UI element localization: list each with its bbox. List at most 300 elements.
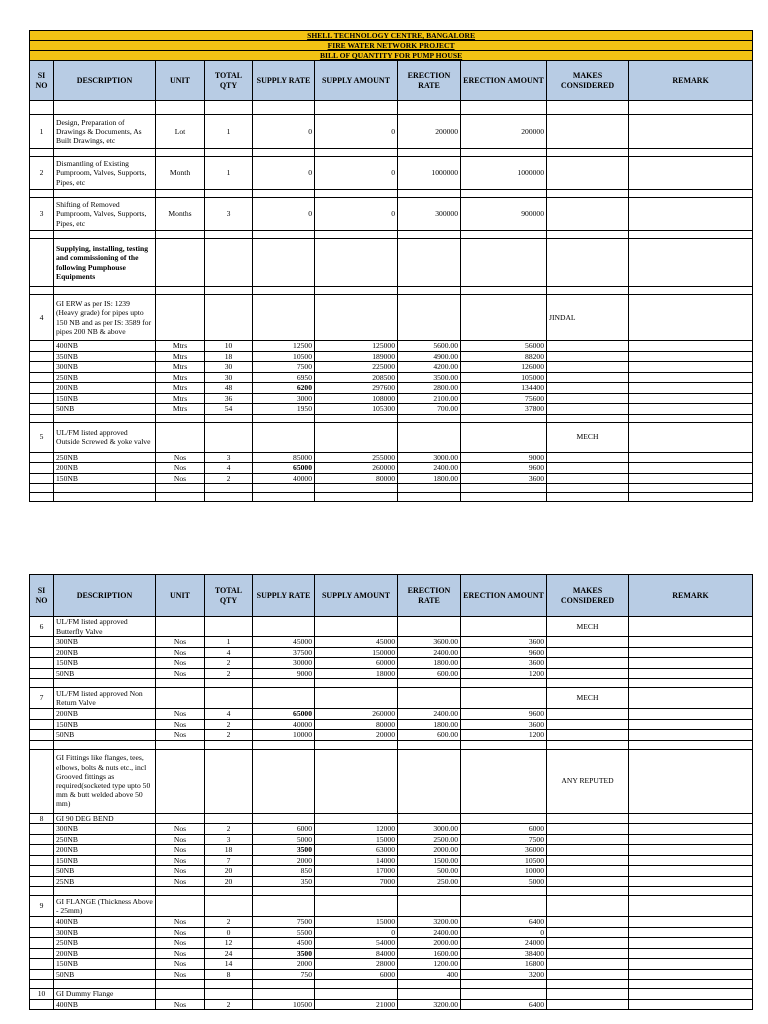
- supply-rate-cell: 0: [253, 157, 315, 190]
- remark-cell: [629, 999, 753, 1010]
- description-cell: 200NB: [54, 709, 156, 720]
- empty-cell: [30, 484, 54, 493]
- supply-amount-cell: 208500: [315, 372, 398, 383]
- empty-cell: [205, 287, 253, 295]
- boq-table-1: [29, 30, 753, 502]
- empty-cell: [253, 740, 315, 749]
- erection-rate-cell: 1600.00: [398, 948, 461, 959]
- description-cell: 50NB: [54, 866, 156, 877]
- item-row: [30, 404, 753, 415]
- unit-cell: Nos: [156, 969, 205, 980]
- item-row: [30, 637, 753, 648]
- remark-cell: [629, 824, 753, 835]
- remark-cell: [629, 855, 753, 866]
- si-no-cell: [30, 834, 54, 845]
- supply-amount-cell: 125000: [315, 341, 398, 352]
- empty-cell: [205, 493, 253, 502]
- empty-cell: [629, 740, 753, 749]
- boq-sheet-page-2: [29, 574, 752, 1010]
- empty-cell: [461, 101, 547, 115]
- si-no-cell: 5: [30, 422, 54, 452]
- unit-cell: Nos: [156, 834, 205, 845]
- remark-cell: [629, 463, 753, 474]
- supply-amount-cell: 80000: [315, 473, 398, 484]
- supply-amount-cell: 18000: [315, 668, 398, 679]
- supply-amount-cell: 6000: [315, 969, 398, 980]
- blank-row: [30, 149, 753, 157]
- supply-rate-cell: 7500: [253, 917, 315, 928]
- supply-amount-cell: 0: [315, 198, 398, 231]
- supply-amount-cell: 108000: [315, 393, 398, 404]
- item-row: [30, 668, 753, 679]
- si-no-cell: [30, 473, 54, 484]
- supply-amount-cell: [315, 422, 398, 452]
- unit-cell: Mtrs: [156, 404, 205, 415]
- qty-cell: 48: [205, 383, 253, 394]
- empty-cell: [461, 149, 547, 157]
- qty-cell: 24: [205, 948, 253, 959]
- supply-rate-cell: 0: [253, 115, 315, 149]
- unit-cell: Nos: [156, 927, 205, 938]
- empty-cell: [398, 190, 461, 198]
- item-row: [30, 362, 753, 373]
- empty-cell: [547, 101, 629, 115]
- makes-considered-cell: [547, 938, 629, 949]
- erection-amount-cell: 6400: [461, 999, 547, 1010]
- si-no-cell: [30, 404, 54, 415]
- item-row: [30, 372, 753, 383]
- empty-cell: [461, 980, 547, 989]
- erection-amount-cell: [461, 422, 547, 452]
- blank-row: [30, 493, 753, 502]
- erection-amount-cell: 105000: [461, 372, 547, 383]
- empty-cell: [54, 414, 156, 422]
- supply-amount-cell: 17000: [315, 866, 398, 877]
- description-cell: Supplying, installing, testing and commissioning of the following Pumphouse Equipments: [54, 239, 156, 287]
- supply-rate-cell: [253, 688, 315, 709]
- erection-rate-cell: 3000.00: [398, 452, 461, 463]
- supply-amount-cell: [315, 896, 398, 917]
- item-row: [30, 927, 753, 938]
- description-cell: 250NB: [54, 452, 156, 463]
- remark-cell: [629, 896, 753, 917]
- supply-rate-cell: 3500: [253, 948, 315, 959]
- empty-cell: [253, 679, 315, 688]
- supply-rate-cell: 65000: [253, 463, 315, 474]
- boq-sheet-page-1: [29, 30, 752, 502]
- remark-cell: [629, 157, 753, 190]
- erection-amount-cell: 0: [461, 927, 547, 938]
- erection-rate-cell: 2000.00: [398, 845, 461, 856]
- header-makes-considered: MAKES CONSIDERED: [547, 575, 629, 617]
- supply-amount-cell: 15000: [315, 917, 398, 928]
- makes-considered-cell: [547, 989, 629, 1000]
- erection-rate-cell: 3200.00: [398, 917, 461, 928]
- empty-cell: [205, 101, 253, 115]
- boq-table-2: [29, 574, 753, 1010]
- empty-cell: [547, 190, 629, 198]
- remark-cell: [629, 295, 753, 341]
- si-no-cell: 1: [30, 115, 54, 149]
- description-cell: 300NB: [54, 362, 156, 373]
- supply-amount-cell: 12000: [315, 824, 398, 835]
- supply-rate-cell: 3000: [253, 393, 315, 404]
- erection-rate-cell: 2400.00: [398, 927, 461, 938]
- header-unit: UNIT: [156, 575, 205, 617]
- empty-cell: [461, 190, 547, 198]
- description-cell: 200NB: [54, 463, 156, 474]
- makes-considered-cell: [547, 855, 629, 866]
- qty-cell: 10: [205, 341, 253, 352]
- description-cell: GI FLANGE (Thickness Above - 25mm): [54, 896, 156, 917]
- erection-amount-cell: 56000: [461, 341, 547, 352]
- makes-considered-cell: [547, 824, 629, 835]
- qty-cell: 3: [205, 198, 253, 231]
- item-row: [30, 855, 753, 866]
- item-row: [30, 938, 753, 949]
- makes-considered-cell: [547, 473, 629, 484]
- erection-rate-cell: 2400.00: [398, 463, 461, 474]
- unit-cell: Mtrs: [156, 383, 205, 394]
- unit-cell: Nos: [156, 876, 205, 887]
- remark-cell: [629, 341, 753, 352]
- description-cell: 350NB: [54, 351, 156, 362]
- supply-amount-cell: 45000: [315, 637, 398, 648]
- erection-rate-cell: [398, 749, 461, 813]
- remark-cell: [629, 917, 753, 928]
- empty-cell: [315, 484, 398, 493]
- blank-row: [30, 190, 753, 198]
- qty-cell: 30: [205, 372, 253, 383]
- erection-amount-cell: 134400: [461, 383, 547, 394]
- remark-cell: [629, 969, 753, 980]
- si-no-cell: [30, 845, 54, 856]
- boq-item-row: [30, 422, 753, 452]
- header-total-qty: TOTAL QTY: [205, 575, 253, 617]
- makes-considered-cell: [547, 198, 629, 231]
- erection-rate-cell: 2000.00: [398, 938, 461, 949]
- supply-rate-cell: 750: [253, 969, 315, 980]
- blank-row: [30, 887, 753, 896]
- qty-cell: [205, 989, 253, 1000]
- unit-cell: [156, 749, 205, 813]
- description-cell: UL/FM listed approved Butterfly Valve: [54, 617, 156, 637]
- qty-cell: [205, 295, 253, 341]
- qty-cell: 4: [205, 463, 253, 474]
- description-cell: UL/FM listed approved Outside Screwed & yoke valve: [54, 422, 156, 452]
- supply-amount-cell: 189000: [315, 351, 398, 362]
- remark-cell: [629, 668, 753, 679]
- supply-rate-cell: 9000: [253, 668, 315, 679]
- empty-cell: [30, 980, 54, 989]
- empty-cell: [156, 484, 205, 493]
- empty-cell: [253, 287, 315, 295]
- header-erection-amount: ERECTION AMOUNT: [461, 61, 547, 101]
- empty-cell: [156, 980, 205, 989]
- empty-cell: [30, 679, 54, 688]
- empty-cell: [30, 101, 54, 115]
- description-cell: 250NB: [54, 834, 156, 845]
- erection-rate-cell: [398, 813, 461, 824]
- empty-cell: [398, 414, 461, 422]
- unit-cell: Mtrs: [156, 372, 205, 383]
- makes-considered-cell: [547, 866, 629, 877]
- item-row: [30, 393, 753, 404]
- erection-rate-cell: 5600.00: [398, 341, 461, 352]
- erection-rate-cell: [398, 896, 461, 917]
- qty-cell: 4: [205, 647, 253, 658]
- unit-cell: [156, 813, 205, 824]
- blank-row: [30, 740, 753, 749]
- si-no-cell: [30, 959, 54, 970]
- supply-amount-cell: 0: [315, 927, 398, 938]
- makes-considered-cell: [547, 393, 629, 404]
- unit-cell: [156, 295, 205, 341]
- unit-cell: Nos: [156, 668, 205, 679]
- item-row: [30, 876, 753, 887]
- erection-amount-cell: 3600: [461, 719, 547, 730]
- si-no-cell: 2: [30, 157, 54, 190]
- description-cell: 50NB: [54, 404, 156, 415]
- remark-cell: [629, 927, 753, 938]
- description-cell: 250NB: [54, 372, 156, 383]
- qty-cell: [205, 422, 253, 452]
- boq-item-row: [30, 295, 753, 341]
- supply-rate-cell: 6000: [253, 824, 315, 835]
- header-description: DESCRIPTION: [54, 61, 156, 101]
- empty-cell: [30, 887, 54, 896]
- si-no-cell: [30, 855, 54, 866]
- qty-cell: 18: [205, 351, 253, 362]
- empty-cell: [629, 493, 753, 502]
- empty-cell: [547, 484, 629, 493]
- description-cell: GI Dummy Flange: [54, 989, 156, 1000]
- item-row: [30, 969, 753, 980]
- erection-amount-cell: 126000: [461, 362, 547, 373]
- qty-cell: 18: [205, 845, 253, 856]
- blank-row: [30, 287, 753, 295]
- unit-cell: Nos: [156, 824, 205, 835]
- empty-cell: [315, 149, 398, 157]
- makes-considered-cell: JINDAL: [547, 295, 629, 341]
- erection-rate-cell: 1500.00: [398, 855, 461, 866]
- si-no-cell: [30, 719, 54, 730]
- empty-cell: [205, 740, 253, 749]
- blank-row: [30, 679, 753, 688]
- empty-cell: [398, 101, 461, 115]
- supply-amount-cell: 84000: [315, 948, 398, 959]
- supply-amount-cell: [315, 239, 398, 287]
- empty-cell: [629, 887, 753, 896]
- supply-amount-cell: 105300: [315, 404, 398, 415]
- unit-cell: Nos: [156, 855, 205, 866]
- empty-cell: [315, 679, 398, 688]
- remark-cell: [629, 749, 753, 813]
- supply-amount-cell: [315, 813, 398, 824]
- si-no-cell: 10: [30, 989, 54, 1000]
- remark-cell: [629, 948, 753, 959]
- unit-cell: Nos: [156, 948, 205, 959]
- empty-cell: [205, 231, 253, 239]
- makes-considered-cell: [547, 115, 629, 149]
- item-row: [30, 709, 753, 720]
- empty-cell: [54, 149, 156, 157]
- header-si-no: SI NO: [30, 575, 54, 617]
- supply-rate-cell: 37500: [253, 647, 315, 658]
- empty-cell: [398, 740, 461, 749]
- erection-rate-cell: 4200.00: [398, 362, 461, 373]
- blank-row: [30, 484, 753, 493]
- supply-amount-cell: 21000: [315, 999, 398, 1010]
- qty-cell: 2: [205, 473, 253, 484]
- empty-cell: [547, 149, 629, 157]
- makes-considered-cell: MECH: [547, 688, 629, 709]
- qty-cell: 2: [205, 999, 253, 1010]
- erection-amount-cell: [461, 688, 547, 709]
- si-no-cell: [30, 969, 54, 980]
- supply-rate-cell: 6200: [253, 383, 315, 394]
- unit-cell: Nos: [156, 845, 205, 856]
- supply-amount-cell: 14000: [315, 855, 398, 866]
- description-cell: 150NB: [54, 658, 156, 669]
- empty-cell: [398, 980, 461, 989]
- empty-cell: [398, 493, 461, 502]
- makes-considered-cell: [547, 927, 629, 938]
- empty-cell: [253, 190, 315, 198]
- empty-cell: [253, 887, 315, 896]
- header-erection-rate: ERECTION RATE: [398, 575, 461, 617]
- supply-rate-cell: 65000: [253, 709, 315, 720]
- unit-cell: Nos: [156, 959, 205, 970]
- supply-amount-cell: 0: [315, 157, 398, 190]
- supply-rate-cell: [253, 617, 315, 637]
- qty-cell: [205, 617, 253, 637]
- si-no-cell: 6: [30, 617, 54, 637]
- erection-rate-cell: [398, 422, 461, 452]
- makes-considered-cell: ANY REPUTED: [547, 749, 629, 813]
- supply-amount-cell: 7000: [315, 876, 398, 887]
- empty-cell: [315, 190, 398, 198]
- supply-rate-cell: [253, 422, 315, 452]
- remark-cell: [629, 709, 753, 720]
- description-cell: 300NB: [54, 824, 156, 835]
- empty-cell: [315, 287, 398, 295]
- item-row: [30, 834, 753, 845]
- erection-rate-cell: 300000: [398, 198, 461, 231]
- remark-cell: [629, 383, 753, 394]
- unit-cell: [156, 617, 205, 637]
- supply-amount-cell: 15000: [315, 834, 398, 845]
- empty-cell: [205, 679, 253, 688]
- erection-amount-cell: 3200: [461, 969, 547, 980]
- supply-amount-cell: [315, 295, 398, 341]
- empty-cell: [54, 887, 156, 896]
- blank-row: [30, 231, 753, 239]
- unit-cell: Lot: [156, 115, 205, 149]
- makes-considered-cell: [547, 719, 629, 730]
- supply-amount-cell: 150000: [315, 647, 398, 658]
- qty-cell: 4: [205, 709, 253, 720]
- empty-cell: [629, 414, 753, 422]
- makes-considered-cell: MECH: [547, 422, 629, 452]
- remark-cell: [629, 473, 753, 484]
- supply-rate-cell: 2000: [253, 855, 315, 866]
- empty-cell: [461, 484, 547, 493]
- erection-amount-cell: 3600: [461, 637, 547, 648]
- qty-cell: 2: [205, 730, 253, 741]
- erection-amount-cell: 6000: [461, 824, 547, 835]
- unit-cell: Nos: [156, 647, 205, 658]
- remark-cell: [629, 372, 753, 383]
- erection-rate-cell: 1000000: [398, 157, 461, 190]
- makes-considered-cell: [547, 351, 629, 362]
- makes-considered-cell: [547, 896, 629, 917]
- supply-amount-cell: [315, 617, 398, 637]
- supply-amount-cell: 255000: [315, 452, 398, 463]
- supply-rate-cell: 5500: [253, 927, 315, 938]
- blank-row: [30, 980, 753, 989]
- qty-cell: 1: [205, 637, 253, 648]
- item-row: [30, 824, 753, 835]
- supply-amount-cell: 63000: [315, 845, 398, 856]
- erection-rate-cell: 600.00: [398, 668, 461, 679]
- header-supply-rate: SUPPLY RATE: [253, 61, 315, 101]
- si-no-cell: [30, 637, 54, 648]
- erection-rate-cell: [398, 688, 461, 709]
- description-cell: GI Fittings like flanges, tees, elbows, bolts & nuts etc., incl Grooved fittings as required(socketed type upto 50 mm & butt welded above 50 mm): [54, 749, 156, 813]
- si-no-cell: [30, 999, 54, 1010]
- unit-cell: [156, 989, 205, 1000]
- empty-cell: [156, 740, 205, 749]
- remark-cell: [629, 876, 753, 887]
- makes-considered-cell: [547, 157, 629, 190]
- item-row: [30, 463, 753, 474]
- boq-item-row: [30, 688, 753, 709]
- erection-rate-cell: [398, 295, 461, 341]
- unit-cell: [156, 239, 205, 287]
- item-row: [30, 999, 753, 1010]
- title-line-1: SHELL TECHNOLOGY CENTRE, BANGALORE: [30, 31, 753, 41]
- si-no-cell: [30, 351, 54, 362]
- empty-cell: [398, 287, 461, 295]
- remark-cell: [629, 637, 753, 648]
- qty-cell: 2: [205, 917, 253, 928]
- erection-amount-cell: 24000: [461, 938, 547, 949]
- empty-cell: [315, 101, 398, 115]
- si-no-cell: [30, 362, 54, 373]
- empty-cell: [30, 740, 54, 749]
- supply-rate-cell: 12500: [253, 341, 315, 352]
- supply-amount-cell: [315, 749, 398, 813]
- description-cell: 50NB: [54, 969, 156, 980]
- supply-rate-cell: 7500: [253, 362, 315, 373]
- makes-considered-cell: [547, 969, 629, 980]
- remark-cell: [629, 422, 753, 452]
- item-row: [30, 730, 753, 741]
- makes-considered-cell: [547, 341, 629, 352]
- erection-rate-cell: 700.00: [398, 404, 461, 415]
- si-no-cell: [30, 341, 54, 352]
- header-unit: UNIT: [156, 61, 205, 101]
- erection-amount-cell: [461, 896, 547, 917]
- unit-cell: Nos: [156, 637, 205, 648]
- supply-rate-cell: 0: [253, 198, 315, 231]
- unit-cell: Months: [156, 198, 205, 231]
- empty-cell: [629, 101, 753, 115]
- description-cell: 300NB: [54, 637, 156, 648]
- description-cell: 150NB: [54, 393, 156, 404]
- title-line-2: FIRE WATER NETWORK PROJECT: [30, 41, 753, 51]
